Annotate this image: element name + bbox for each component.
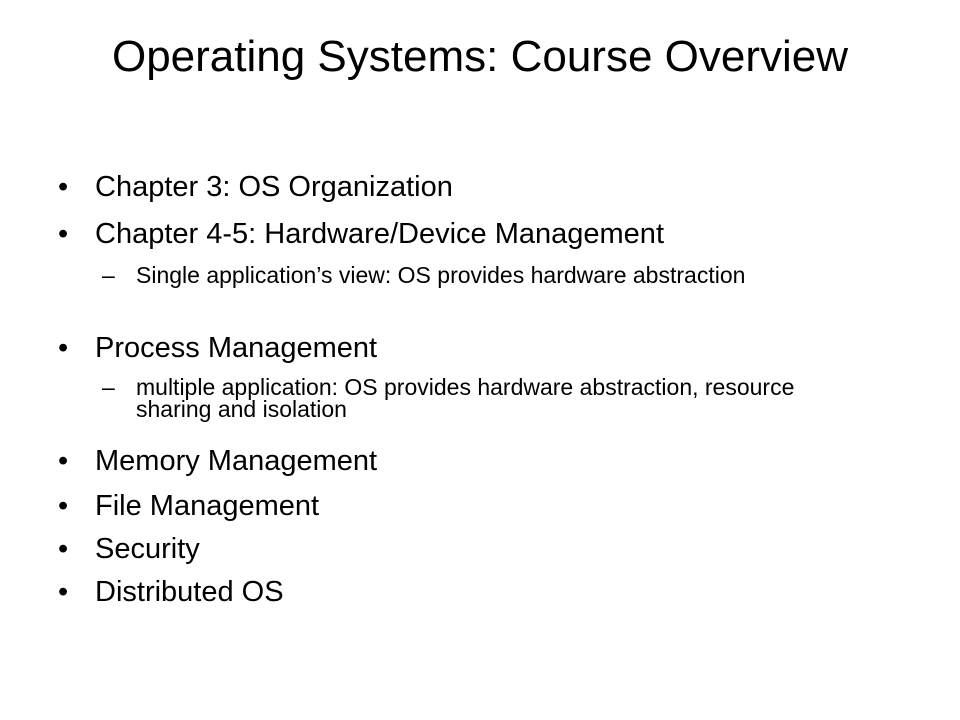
bullet-text: Security — [95, 533, 200, 565]
bullet-marker: • — [58, 576, 69, 608]
bullet-marker: • — [58, 332, 69, 364]
bullet-text: File Management — [95, 490, 320, 522]
bullet-marker: • — [58, 533, 69, 565]
bullet-marker: • — [58, 445, 69, 477]
sub-bullet-text: multiple application: OS provides hardware abstraction, resource sharing and isolation — [136, 374, 795, 422]
sub-bullet-marker: – — [102, 262, 115, 288]
slide-title: Operating Systems: Course Overview — [111, 32, 849, 81]
bullet-marker: • — [58, 490, 69, 522]
bullet-marker: • — [58, 218, 69, 250]
bullet-text: Chapter 4-5: Hardware/Device Management — [95, 218, 664, 250]
bullet-text: Chapter 3: OS Organization — [95, 171, 453, 203]
bullet-text: Distributed OS — [95, 576, 284, 608]
bullet-text: Memory Management — [95, 445, 378, 477]
sub-bullet-text: Single application’s view: OS provides hardware abstraction — [136, 262, 746, 288]
sub-bullet-marker: – — [102, 374, 115, 400]
bullet-text: Process Management — [95, 332, 378, 364]
bullet-marker: • — [58, 171, 69, 203]
